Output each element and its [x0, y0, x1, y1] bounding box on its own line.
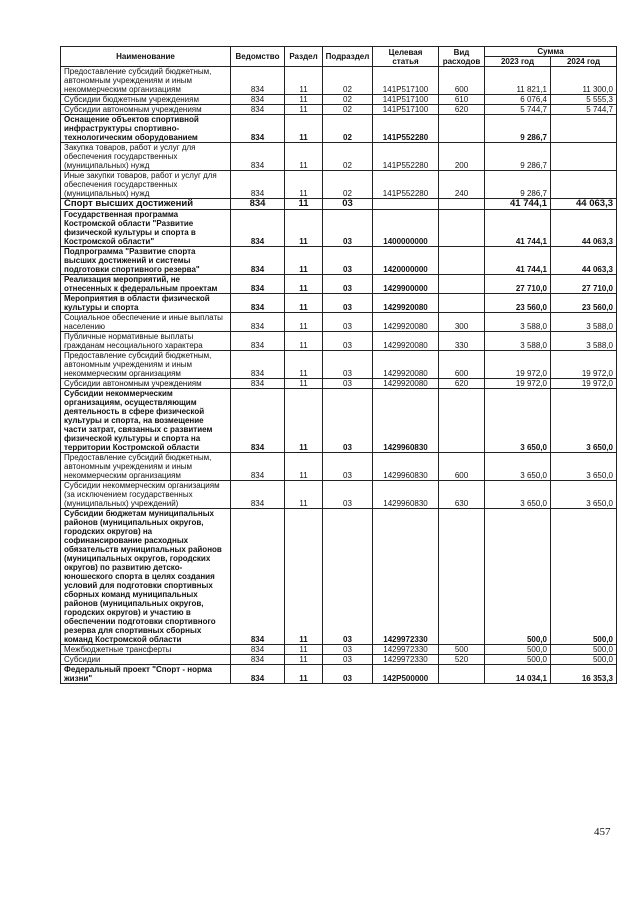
cell-2023: 27 710,0 — [485, 275, 551, 294]
cell-2023: 9 286,7 — [485, 143, 551, 171]
table-row — [61, 313, 617, 332]
cell-subsection: 03 — [323, 655, 373, 665]
cell-subsection: 02 — [323, 105, 373, 115]
header-section: Раздел — [285, 47, 323, 67]
cell-dept: 834 — [231, 389, 285, 453]
cell-2023: 500,0 — [485, 655, 551, 665]
cell-subsection: 03 — [323, 665, 373, 684]
cell-target: 1429972330 — [373, 645, 439, 655]
table-row — [61, 247, 617, 275]
cell-2023: 9 286,7 — [485, 171, 551, 199]
cell-dept: 834 — [231, 351, 285, 379]
cell-target: 141P517100 — [373, 105, 439, 115]
cell-2023: 41 744,1 — [485, 210, 551, 247]
cell-vid: 620 — [439, 105, 485, 115]
cell-2024: 5 555,3 — [551, 95, 617, 105]
cell-vid: 600 — [439, 453, 485, 481]
cell-subsection: 03 — [323, 379, 373, 389]
cell-name: Социальное обеспечение и иные выплаты населению — [61, 313, 231, 332]
cell-2023: 19 972,0 — [485, 379, 551, 389]
cell-section: 11 — [285, 210, 323, 247]
table-row — [61, 655, 617, 665]
cell-dept: 834 — [231, 199, 285, 210]
cell-target: 1429960830 — [373, 481, 439, 509]
cell-name: Подпрограмма "Развитие спорта высших достижений и системы подготовки спортивного резерва" — [61, 247, 231, 275]
cell-dept: 834 — [231, 67, 285, 95]
cell-section: 11 — [285, 453, 323, 481]
cell-target: 1429920080 — [373, 313, 439, 332]
cell-2023: 3 588,0 — [485, 313, 551, 332]
cell-vid: 610 — [439, 95, 485, 105]
cell-section: 11 — [285, 275, 323, 294]
table-body — [61, 67, 617, 684]
cell-section: 11 — [285, 389, 323, 453]
cell-section: 11 — [285, 115, 323, 143]
cell-subsection: 03 — [323, 389, 373, 453]
cell-section: 11 — [285, 247, 323, 275]
cell-subsection: 03 — [323, 210, 373, 247]
cell-2023: 500,0 — [485, 509, 551, 645]
cell-section: 11 — [285, 95, 323, 105]
budget-table — [60, 46, 617, 684]
cell-target: 1429920080 — [373, 332, 439, 351]
cell-2024: 3 650,0 — [551, 481, 617, 509]
cell-dept: 834 — [231, 275, 285, 294]
cell-2024: 3 588,0 — [551, 313, 617, 332]
cell-dept: 834 — [231, 332, 285, 351]
cell-dept: 834 — [231, 115, 285, 143]
cell-target: 1429920080 — [373, 294, 439, 313]
cell-target: 1429960830 — [373, 453, 439, 481]
cell-target: 1429960830 — [373, 389, 439, 453]
cell-name: Субсидии некоммерческим организациям (за исключением государственных (муниципальных) учреждений) — [61, 481, 231, 509]
header-dept: Ведомство — [231, 47, 285, 67]
cell-subsection: 03 — [323, 645, 373, 655]
cell-vid — [439, 509, 485, 645]
cell-vid: 300 — [439, 313, 485, 332]
cell-2023: 5 744,7 — [485, 105, 551, 115]
cell-2024: 19 972,0 — [551, 351, 617, 379]
cell-target: 141P552280 — [373, 143, 439, 171]
cell-name: Публичные нормативные выплаты гражданам несоциального характера — [61, 332, 231, 351]
cell-subsection: 02 — [323, 115, 373, 143]
cell-section: 11 — [285, 645, 323, 655]
cell-2024: 500,0 — [551, 645, 617, 655]
cell-name: Реализация мероприятий, не отнесенных к федеральным проектам — [61, 275, 231, 294]
table-row — [61, 351, 617, 379]
cell-subsection: 03 — [323, 332, 373, 351]
cell-name: Федеральный проект "Спорт - норма жизни" — [61, 665, 231, 684]
cell-subsection: 03 — [323, 275, 373, 294]
cell-2023: 500,0 — [485, 645, 551, 655]
header-vid: Вид расходов — [439, 47, 485, 67]
cell-dept: 834 — [231, 247, 285, 275]
cell-2024: 3 588,0 — [551, 332, 617, 351]
table-row — [61, 481, 617, 509]
cell-2023: 3 650,0 — [485, 481, 551, 509]
cell-2024: 44 063,3 — [551, 199, 617, 210]
cell-subsection: 03 — [323, 247, 373, 275]
cell-target: 1420000000 — [373, 247, 439, 275]
cell-target: 141P552280 — [373, 171, 439, 199]
table-row — [61, 115, 617, 143]
table-row — [61, 171, 617, 199]
header-sum: Сумма — [485, 47, 617, 57]
cell-2024: 500,0 — [551, 509, 617, 645]
cell-section: 11 — [285, 105, 323, 115]
cell-subsection: 03 — [323, 294, 373, 313]
cell-vid: 330 — [439, 332, 485, 351]
cell-subsection: 02 — [323, 95, 373, 105]
table-row — [61, 509, 617, 645]
cell-section: 11 — [285, 171, 323, 199]
cell-dept: 834 — [231, 105, 285, 115]
cell-dept: 834 — [231, 379, 285, 389]
table-row — [61, 665, 617, 684]
cell-name: Субсидии некоммерческим организациям, осуществляющим деятельность в сфере физической культуры и спорта, на возмещение части затрат, связанных с развитием физической культуры и спорта на территории Костромской области — [61, 389, 231, 453]
cell-2024: 3 650,0 — [551, 389, 617, 453]
cell-subsection: 03 — [323, 481, 373, 509]
cell-2023: 3 650,0 — [485, 389, 551, 453]
cell-dept: 834 — [231, 171, 285, 199]
cell-2024: 44 063,3 — [551, 210, 617, 247]
cell-name: Предоставление субсидий бюджетным, автономным учреждениям и иным некоммерческим организациям — [61, 67, 231, 95]
cell-2024 — [551, 143, 617, 171]
cell-name: Субсидии бюджетам муниципальных районов (муниципальных округов, городских округов) на софинансирование расходных обязательств муниципальных районов (муниципальных округов, городских округов) по развитию детско-юношеского спорта в целях создания условий для подготовки спортивных сборных команд муниципальных районов (муниципальных округов, городских округов) и участию в обеспечении подготовки спортивного резерва для спортивных сборных команд Костромской области — [61, 509, 231, 645]
table-row — [61, 199, 617, 210]
cell-vid — [439, 275, 485, 294]
cell-2024: 500,0 — [551, 655, 617, 665]
cell-vid: 600 — [439, 351, 485, 379]
header-target: Целевая статья — [373, 47, 439, 67]
cell-dept: 834 — [231, 655, 285, 665]
cell-dept: 834 — [231, 481, 285, 509]
cell-section: 11 — [285, 313, 323, 332]
table-row — [61, 389, 617, 453]
cell-vid — [439, 665, 485, 684]
cell-2023: 41 744,1 — [485, 199, 551, 210]
cell-section: 11 — [285, 294, 323, 313]
cell-target: 141P517100 — [373, 95, 439, 105]
cell-subsection: 03 — [323, 351, 373, 379]
table-row — [61, 210, 617, 247]
cell-section: 11 — [285, 67, 323, 95]
cell-subsection: 02 — [323, 171, 373, 199]
cell-section: 11 — [285, 379, 323, 389]
cell-vid: 200 — [439, 143, 485, 171]
cell-target: 1429972330 — [373, 655, 439, 665]
cell-2023: 3 588,0 — [485, 332, 551, 351]
cell-subsection: 03 — [323, 509, 373, 645]
cell-vid — [439, 247, 485, 275]
cell-name: Оснащение объектов спортивной инфраструктуры спортивно-технологическим оборудованием — [61, 115, 231, 143]
cell-2024: 19 972,0 — [551, 379, 617, 389]
cell-vid — [439, 389, 485, 453]
table-row — [61, 275, 617, 294]
cell-name: Спорт высших достижений — [61, 199, 231, 210]
cell-name: Мероприятия в области физической культуры и спорта — [61, 294, 231, 313]
table-row — [61, 645, 617, 655]
cell-section: 11 — [285, 509, 323, 645]
table-row — [61, 332, 617, 351]
cell-target: 142P500000 — [373, 665, 439, 684]
cell-2024: 5 744,7 — [551, 105, 617, 115]
table-header — [61, 47, 617, 67]
cell-name: Субсидии автономным учреждениям — [61, 379, 231, 389]
cell-vid — [439, 199, 485, 210]
cell-target: 141P517100 — [373, 67, 439, 95]
cell-name: Субсидии автономным учреждениям — [61, 105, 231, 115]
cell-subsection: 03 — [323, 313, 373, 332]
cell-name: Иные закупки товаров, работ и услуг для обеспечения государственных (муниципальных) нужд — [61, 171, 231, 199]
cell-2023: 11 821,1 — [485, 67, 551, 95]
page-number: 457 — [594, 826, 611, 838]
header-subsection: Подраздел — [323, 47, 373, 67]
cell-target — [373, 199, 439, 210]
cell-dept: 834 — [231, 95, 285, 105]
cell-2024: 23 560,0 — [551, 294, 617, 313]
cell-2024: 3 650,0 — [551, 453, 617, 481]
cell-2023: 3 650,0 — [485, 453, 551, 481]
cell-dept: 834 — [231, 210, 285, 247]
table-row — [61, 67, 617, 95]
table-row — [61, 95, 617, 105]
table-row — [61, 294, 617, 313]
cell-dept: 834 — [231, 645, 285, 655]
cell-target: 1429972330 — [373, 509, 439, 645]
cell-section: 11 — [285, 665, 323, 684]
cell-vid — [439, 210, 485, 247]
cell-2024: 11 300,0 — [551, 67, 617, 95]
cell-section: 11 — [285, 332, 323, 351]
cell-subsection: 02 — [323, 67, 373, 95]
cell-dept: 834 — [231, 294, 285, 313]
cell-name: Предоставление субсидий бюджетным, автономным учреждениям и иным некоммерческим организациям — [61, 453, 231, 481]
cell-vid: 620 — [439, 379, 485, 389]
cell-2023: 14 034,1 — [485, 665, 551, 684]
cell-name: Субсидии бюджетным учреждениям — [61, 95, 231, 105]
budget-table-sheet — [60, 46, 616, 684]
cell-2024 — [551, 115, 617, 143]
cell-2023: 9 286,7 — [485, 115, 551, 143]
table-row — [61, 379, 617, 389]
cell-subsection: 02 — [323, 143, 373, 171]
cell-2023: 19 972,0 — [485, 351, 551, 379]
cell-2024 — [551, 171, 617, 199]
cell-name: Межбюджетные трансферты — [61, 645, 231, 655]
cell-target: 1429920080 — [373, 379, 439, 389]
cell-vid — [439, 294, 485, 313]
cell-2024: 44 063,3 — [551, 247, 617, 275]
table-row — [61, 453, 617, 481]
cell-dept: 834 — [231, 509, 285, 645]
header-2023: 2023 год — [485, 57, 551, 67]
cell-2023: 6 076,4 — [485, 95, 551, 105]
cell-2024: 16 353,3 — [551, 665, 617, 684]
cell-section: 11 — [285, 481, 323, 509]
header-name: Наименование — [61, 47, 231, 67]
cell-subsection: 03 — [323, 199, 373, 210]
cell-vid: 520 — [439, 655, 485, 665]
cell-dept: 834 — [231, 313, 285, 332]
cell-vid: 500 — [439, 645, 485, 655]
cell-vid: 600 — [439, 67, 485, 95]
table-row — [61, 143, 617, 171]
header-2024: 2024 год — [551, 57, 617, 67]
cell-section: 11 — [285, 143, 323, 171]
cell-target: 1400000000 — [373, 210, 439, 247]
cell-target: 1429900000 — [373, 275, 439, 294]
cell-2024: 27 710,0 — [551, 275, 617, 294]
cell-dept: 834 — [231, 665, 285, 684]
cell-2023: 41 744,1 — [485, 247, 551, 275]
cell-dept: 834 — [231, 143, 285, 171]
table-row — [61, 105, 617, 115]
cell-name: Субсидии — [61, 655, 231, 665]
cell-vid — [439, 115, 485, 143]
cell-name: Закупка товаров, работ и услуг для обеспечения государственных (муниципальных) нужд — [61, 143, 231, 171]
cell-dept: 834 — [231, 453, 285, 481]
cell-section: 11 — [285, 199, 323, 210]
cell-section: 11 — [285, 655, 323, 665]
cell-section: 11 — [285, 351, 323, 379]
cell-subsection: 03 — [323, 453, 373, 481]
cell-target: 1429920080 — [373, 351, 439, 379]
cell-name: Государственная программа Костромской области "Развитие физической культуры и спорта в Костромской области" — [61, 210, 231, 247]
cell-name: Предоставление субсидий бюджетным, автономным учреждениям и иным некоммерческим организациям — [61, 351, 231, 379]
cell-vid: 240 — [439, 171, 485, 199]
cell-vid: 630 — [439, 481, 485, 509]
cell-target: 141P552280 — [373, 115, 439, 143]
cell-2023: 23 560,0 — [485, 294, 551, 313]
